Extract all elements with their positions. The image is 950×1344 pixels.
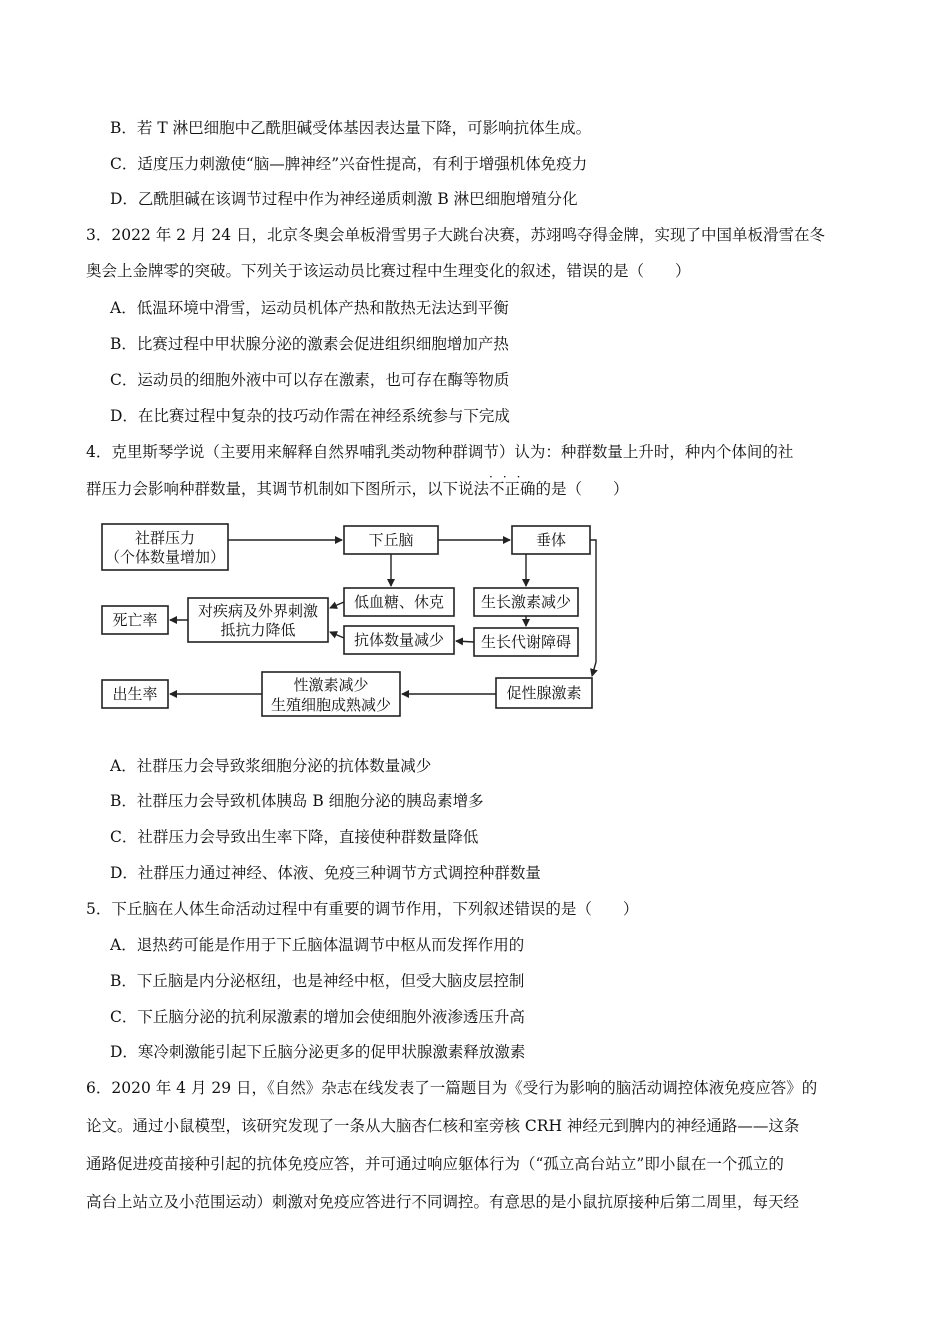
arrow-hypoglycemia-to-resistance (330, 602, 344, 608)
label-hypothalamus: 下丘脑 (368, 531, 414, 549)
label-hypoglycemia: 低血糖、休克 (353, 593, 445, 611)
arrow-pituitary-to-gonadotropin (590, 540, 596, 676)
label-pituitary: 垂体 (535, 531, 567, 549)
label-pressure-l1: 社群压力 (134, 529, 196, 547)
q5-option-b: B．下丘脑是内分泌枢纽，也是神经中枢，但受大脑皮层控制 (110, 972, 525, 990)
label-gonadotropin: 促性腺激素 (506, 684, 582, 702)
arrow-antibody-to-resistance (330, 632, 344, 638)
q4-stem-line1: 4．克里斯琴学说（主要用来解释自然界哺乳类动物种群调节）认为：种群数量上升时，种内个体间的社 (86, 443, 794, 461)
q2-option-b: B．若 T 淋巴细胞中乙酰胆碱受体基因表达量下降，可影响抗体生成。 (110, 119, 592, 137)
regulation-flow-diagram (96, 518, 606, 720)
q5-stem: 5．下丘脑在人体生命活动过程中有重要的调节作用，下列叙述错误的是（ ） (86, 900, 639, 918)
arrow-growth-to-antibody (456, 641, 474, 642)
q3-stem-line1: 3．2022 年 2 月 24 日，北京冬奥会单板滑雪男子大跳台决赛，苏翊鸣夺得金牌，实现了中国单板滑雪在冬 (86, 226, 826, 244)
q3-option-c: C．运动员的细胞外液中可以存在激素，也可存在酶等物质 (110, 371, 510, 389)
emphasis-dots: ··· (489, 470, 531, 484)
q6-line3: 通路促进疫苗接种引起的抗体免疫应答，并可通过响应躯体行为（“孤立高台站立”即小鼠在一个孤立的 (86, 1155, 784, 1173)
q3-option-b: B．比赛过程中甲状腺分泌的激素会促进组织细胞增加产热 (110, 335, 509, 353)
label-resist-l1: 对疾病及外界刺激 (197, 602, 319, 620)
q3-option-d: D．在比赛过程中复杂的技巧动作需在神经系统参与下完成 (110, 407, 510, 425)
q4-stem-pre: 群压力会影响种群数量，其调节机制如下图所示，以下说法 (86, 480, 490, 498)
label-resist-l2: 抵抗力降低 (220, 621, 296, 639)
label-sex-l1: 性激素减少 (293, 676, 369, 694)
q6-line2: 论文。通过小鼠模型，该研究发现了一条从大脑杏仁核和室旁核 CRH 神经元到脾内的神经通路——这条 (86, 1117, 800, 1135)
label-sex-l2: 生殖细胞成熟减少 (270, 696, 392, 714)
label-pressure-l2: （个体数量增加） (104, 548, 226, 566)
q4-stem-post: 的是（ ） (535, 480, 629, 498)
q4-stem-line2 (86, 470, 629, 499)
q4-option-a: A．社群压力会导致浆细胞分泌的抗体数量减少 (110, 757, 432, 775)
q6-line4: 高台上站立及小范围运动）刺激对免疫应答进行不同调控。有意思的是小鼠抗原接种后第二周里，每天经 (86, 1193, 800, 1211)
label-antibody-decrease: 抗体数量减少 (353, 631, 445, 649)
label-death-rate: 死亡率 (112, 611, 158, 629)
label-birth-rate: 出生率 (112, 685, 158, 703)
q2-option-c: C．适度压力刺激使“脑—脾神经”兴奋性提高，有利于增强机体免疫力 (110, 155, 588, 173)
q4-option-c: C．社群压力会导致出生率下降，直接使种群数量降低 (110, 828, 479, 846)
label-gh-decrease: 生长激素减少 (480, 593, 572, 611)
q3-stem-line2: 奥会上金牌零的突破。下列关于该运动员比赛过程中生理变化的叙述，错误的是（ ） (86, 262, 691, 280)
q3-option-a: A．低温环境中滑雪，运动员机体产热和散热无法达到平衡 (110, 299, 509, 317)
label-growth-disorder: 生长代谢障碍 (480, 633, 572, 651)
q5-option-d: D．寒冷刺激能引起下丘脑分泌更多的促甲状腺激素释放激素 (110, 1043, 526, 1061)
q4-option-d: D．社群压力通过神经、体液、免疫三种调节方式调控种群数量 (110, 864, 541, 882)
q4-option-b: B．社群压力会导致机体胰岛 B 细胞分泌的胰岛素增多 (110, 792, 484, 810)
q4-stem-emphasis: ··· 不正确 (489, 479, 536, 499)
q2-option-d: D．乙酰胆碱在该调节过程中作为神经递质刺激 B 淋巴细胞增殖分化 (110, 190, 578, 208)
q5-option-a: A．退热药可能是作用于下丘脑体温调节中枢从而发挥作用的 (110, 936, 525, 954)
q5-option-c: C．下丘脑分泌的抗利尿激素的增加会使细胞外液渗透压升高 (110, 1008, 525, 1026)
q6-line1: 6．2020 年 4 月 29 日，《自然》杂志在线发表了一篇题目为《受行为影响的脑活动调控体液免疫应答》的 (86, 1079, 818, 1097)
